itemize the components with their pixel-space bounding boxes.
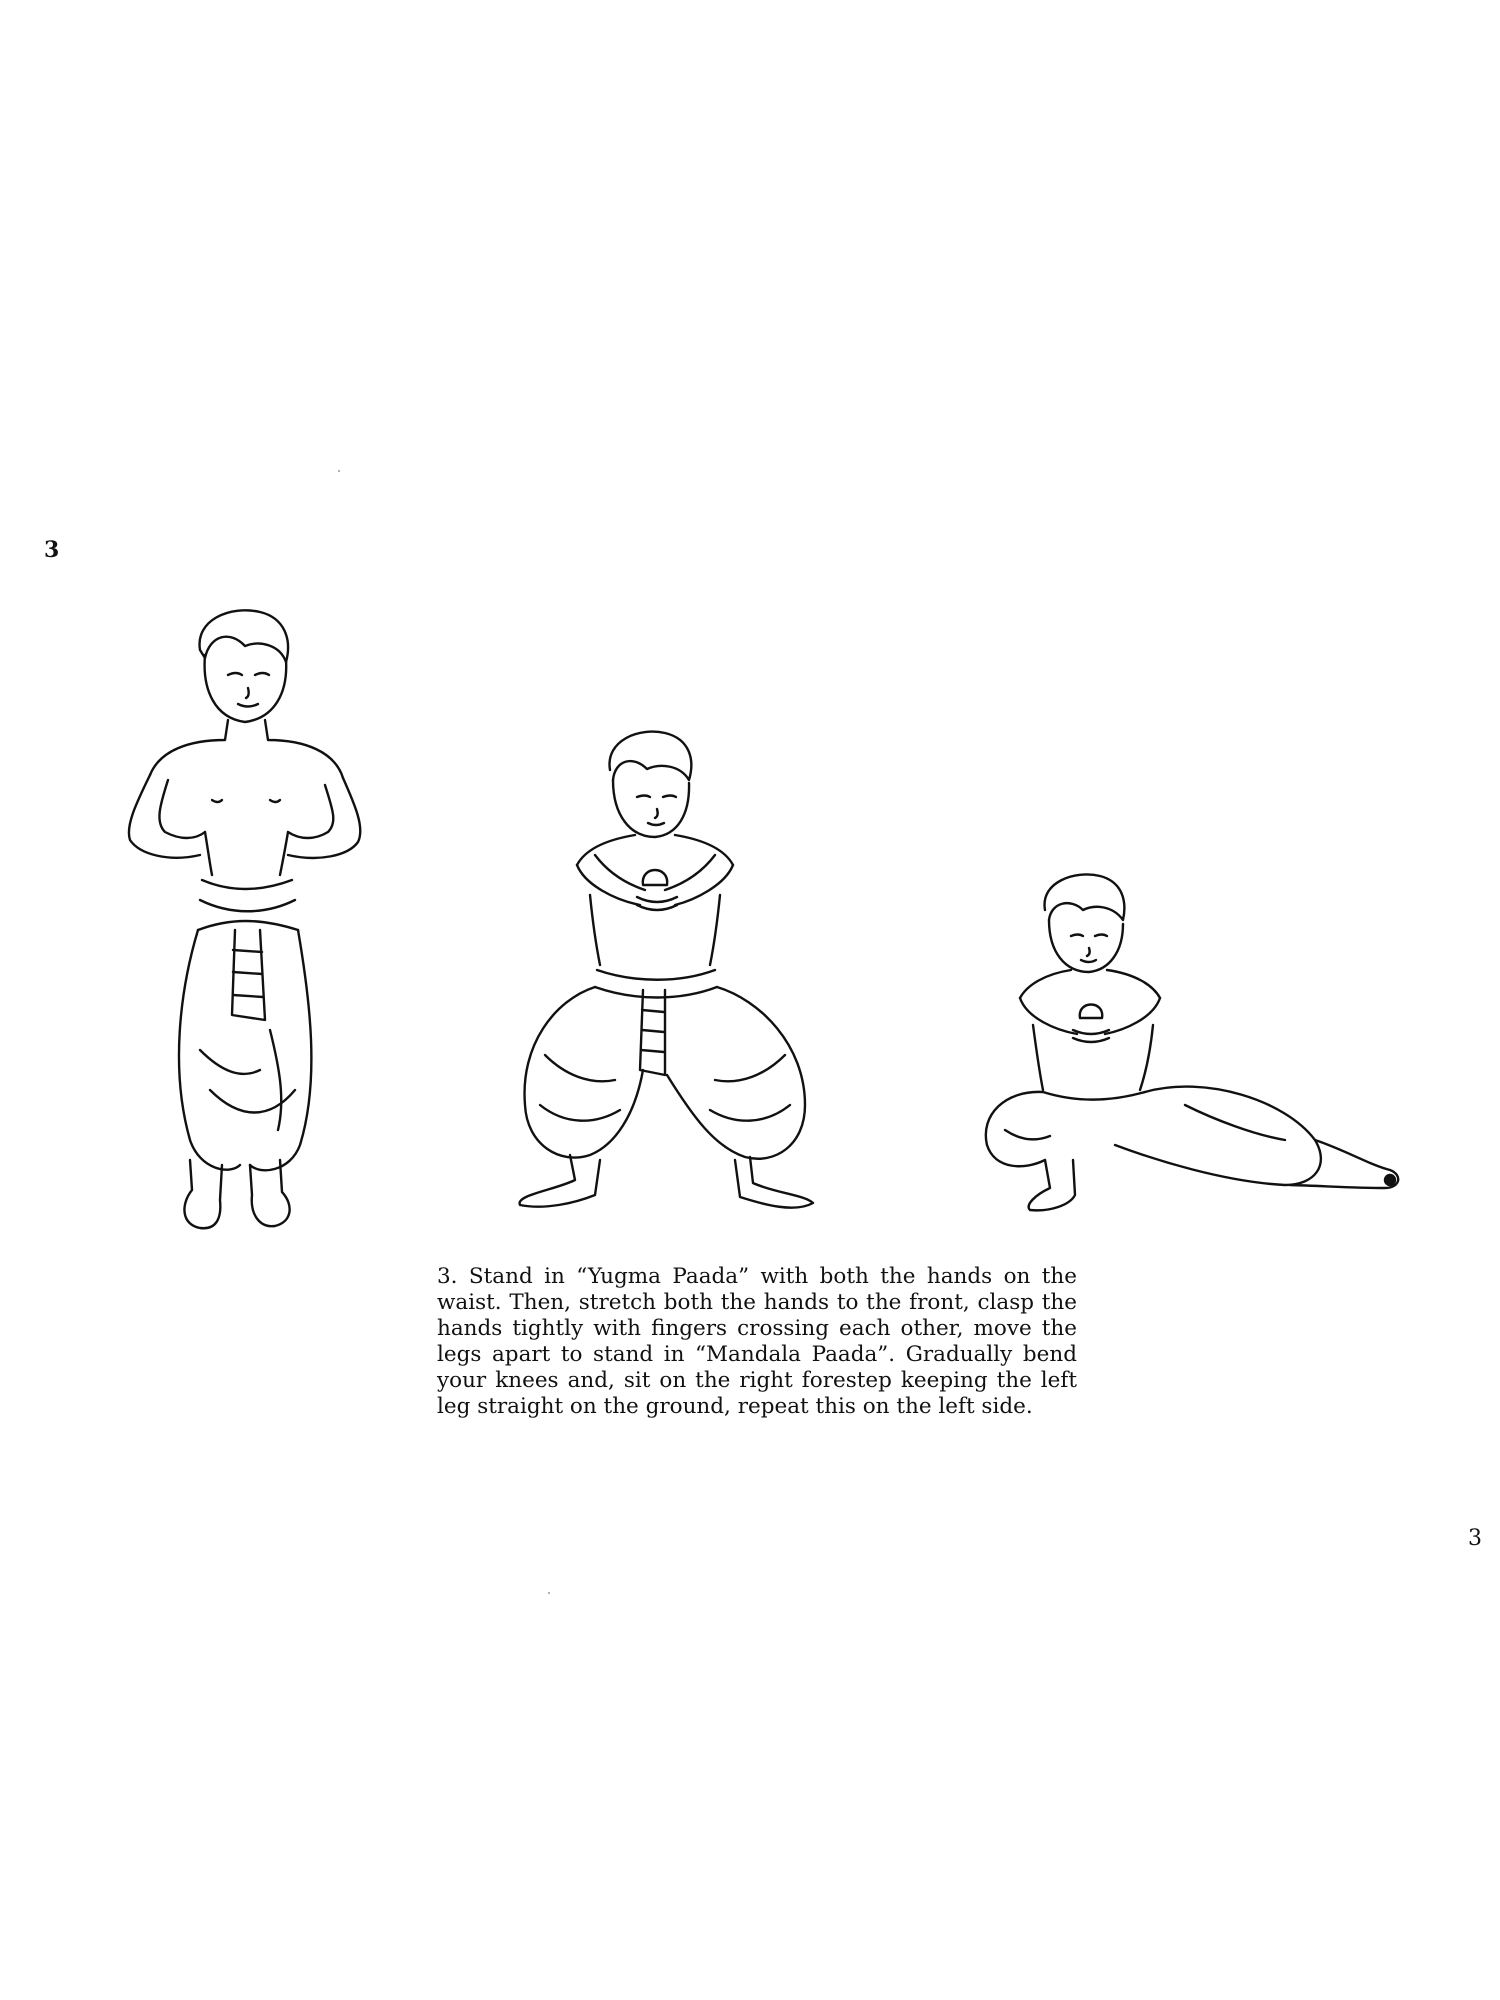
page-number-right: 3 xyxy=(1468,1526,1482,1551)
scan-speck xyxy=(548,1592,550,1594)
dancer-standing-illustration xyxy=(110,600,370,1240)
caption-paragraph: 3. Stand in “Yugma Paada” with both the hands on the waist. Then, stretch both the hands to the front, clasp the hands tightly with fingers crossing each other, move the legs apart to stand in “Mandala Paada”. Gradually bend your knees and, sit on the right forestep keeping the left leg straight on the ground, repeat this on the left side. xyxy=(437,1264,1077,1419)
dancer-figure-forestep xyxy=(985,870,1405,1230)
dancer-figure-mandala xyxy=(515,725,825,1225)
caption-text-block xyxy=(437,1264,1077,1420)
dancer-figure-standing xyxy=(110,600,370,1240)
scan-speck xyxy=(338,470,340,472)
dancer-mandala-illustration xyxy=(515,725,825,1225)
dancer-forestep-illustration xyxy=(985,870,1405,1230)
page-number-left: 3 xyxy=(44,537,60,563)
